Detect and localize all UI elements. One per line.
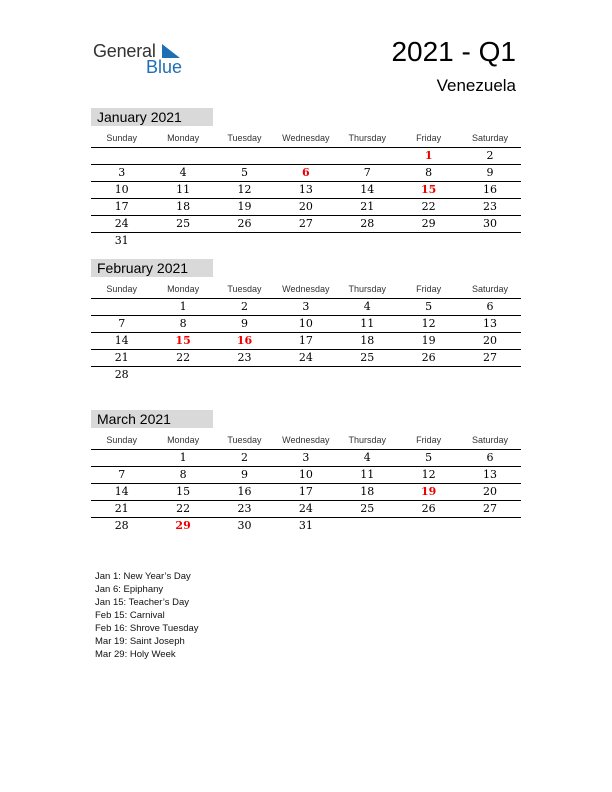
week-row <box>91 182 521 199</box>
weekday-label: Saturday <box>472 133 509 143</box>
date-cell: 18 <box>360 334 375 347</box>
week-row <box>91 350 521 367</box>
week-row <box>91 484 521 501</box>
page-title: 2021 - Q1 <box>391 36 516 67</box>
holiday-date-cell: 19 <box>420 485 437 498</box>
date-cell: 26 <box>421 351 436 364</box>
date-cell <box>152 148 213 164</box>
weekday-label: Monday <box>167 435 200 445</box>
week-row <box>91 467 521 484</box>
date-cell: 21 <box>114 351 129 364</box>
date-cell: 27 <box>483 502 498 515</box>
month-title: March 2021 <box>91 410 213 428</box>
date-cell: 22 <box>176 351 191 364</box>
date-cell: 18 <box>176 200 191 213</box>
date-cell: 14 <box>114 334 129 347</box>
date-cell: 10 <box>114 183 129 196</box>
date-cell: 14 <box>360 183 375 196</box>
date-cell: 22 <box>421 200 436 213</box>
date-cell <box>91 148 152 164</box>
month-block <box>91 410 521 534</box>
date-cell <box>398 367 459 383</box>
date-cell: 2 <box>486 149 494 162</box>
date-cell: 13 <box>483 468 498 481</box>
date-cell: 13 <box>298 183 313 196</box>
week-row <box>91 148 521 165</box>
holiday-item: Jan 1: New Year’s Day <box>95 571 191 582</box>
date-cell: 2 <box>240 300 248 313</box>
date-cell: 6 <box>486 451 494 464</box>
date-cell <box>398 518 459 534</box>
date-cell <box>459 367 520 383</box>
date-cell <box>214 148 275 164</box>
date-cell: 7 <box>118 317 126 330</box>
date-cell: 21 <box>360 200 375 213</box>
week-row <box>91 501 521 518</box>
holiday-item: Feb 15: Carnival <box>95 610 165 621</box>
date-cell: 10 <box>298 317 313 330</box>
weekday-header-row <box>91 129 521 148</box>
date-cell <box>459 518 520 534</box>
holiday-date-cell: 29 <box>175 519 191 532</box>
date-cell: 18 <box>360 485 375 498</box>
date-cell: 3 <box>118 166 126 179</box>
week-row <box>91 233 521 249</box>
date-cell <box>459 233 520 249</box>
date-cell: 15 <box>176 485 191 498</box>
holiday-date-cell: 1 <box>424 149 433 162</box>
date-cell: 11 <box>360 468 375 481</box>
week-row <box>91 299 521 316</box>
weekday-label: Tuesday <box>227 133 262 143</box>
date-cell: 23 <box>483 200 498 213</box>
date-cell: 17 <box>298 334 313 347</box>
date-cell <box>91 450 152 466</box>
date-cell: 25 <box>360 502 375 515</box>
date-cell <box>337 518 398 534</box>
weekday-label: Tuesday <box>227 284 262 294</box>
date-cell: 27 <box>483 351 498 364</box>
date-cell <box>152 233 213 249</box>
date-cell: 24 <box>298 351 313 364</box>
date-cell: 5 <box>240 166 248 179</box>
date-cell: 12 <box>237 183 252 196</box>
week-row <box>91 316 521 333</box>
weekday-label: Thursday <box>348 435 387 445</box>
weekday-label: Sunday <box>106 133 137 143</box>
holiday-list <box>95 570 199 661</box>
date-cell: 28 <box>360 217 375 230</box>
week-row <box>91 450 521 467</box>
date-cell: 9 <box>240 317 248 330</box>
date-cell: 29 <box>421 217 436 230</box>
week-row <box>91 216 521 233</box>
date-cell: 10 <box>298 468 313 481</box>
date-cell: 8 <box>425 166 433 179</box>
country-name: Venezuela <box>436 76 516 95</box>
date-cell: 31 <box>298 519 313 532</box>
date-cell: 27 <box>298 217 313 230</box>
date-cell <box>214 367 275 383</box>
weekday-label: Wednesday <box>282 435 330 445</box>
holiday-date-cell: 16 <box>236 334 253 347</box>
weekday-label: Saturday <box>472 284 509 294</box>
week-row <box>91 367 521 383</box>
date-cell: 24 <box>298 502 313 515</box>
date-cell: 23 <box>237 502 252 515</box>
week-row <box>91 165 521 182</box>
date-cell: 11 <box>360 317 375 330</box>
date-cell: 2 <box>240 451 248 464</box>
weekday-header-row <box>91 280 521 299</box>
date-cell: 19 <box>237 200 252 213</box>
month-block <box>91 259 521 383</box>
date-cell: 3 <box>302 451 310 464</box>
date-cell: 13 <box>483 317 498 330</box>
date-cell: 5 <box>425 300 433 313</box>
date-cell: 14 <box>114 485 129 498</box>
date-cell: 9 <box>486 166 494 179</box>
logo <box>93 41 193 81</box>
holiday-item: Mar 29: Holy Week <box>95 649 176 660</box>
weekday-label: Sunday <box>106 284 137 294</box>
date-cell: 4 <box>363 451 371 464</box>
date-cell: 16 <box>237 485 252 498</box>
date-cell: 17 <box>114 200 129 213</box>
date-cell <box>275 367 336 383</box>
date-cell: 1 <box>179 451 187 464</box>
weekday-label: Sunday <box>106 435 137 445</box>
date-cell: 16 <box>483 183 498 196</box>
week-row <box>91 199 521 216</box>
date-cell <box>337 233 398 249</box>
weekday-label: Thursday <box>348 284 387 294</box>
logo-blue-text: Blue <box>146 57 183 77</box>
date-cell <box>337 148 398 164</box>
weekday-label: Monday <box>167 284 200 294</box>
holiday-item: Mar 19: Saint Joseph <box>95 636 185 647</box>
date-cell: 25 <box>176 217 191 230</box>
date-cell: 1 <box>179 300 187 313</box>
weekday-label: Monday <box>167 133 200 143</box>
date-cell: 12 <box>421 317 436 330</box>
logo-general-text: General <box>93 41 156 61</box>
date-cell <box>152 367 213 383</box>
weekday-header-row <box>91 431 521 450</box>
date-cell: 6 <box>486 300 494 313</box>
holiday-date-cell: 15 <box>420 183 437 196</box>
date-cell: 31 <box>114 234 129 247</box>
date-cell: 7 <box>118 468 126 481</box>
date-cell <box>91 299 152 315</box>
date-cell: 26 <box>237 217 252 230</box>
date-cell <box>275 233 336 249</box>
month-title: January 2021 <box>91 108 213 126</box>
date-cell: 12 <box>421 468 436 481</box>
date-cell: 11 <box>176 183 191 196</box>
date-cell: 21 <box>114 502 129 515</box>
date-cell: 28 <box>114 368 129 381</box>
weekday-label: Wednesday <box>282 133 330 143</box>
date-cell: 20 <box>483 485 498 498</box>
date-cell: 23 <box>237 351 252 364</box>
date-cell: 3 <box>302 300 310 313</box>
weekday-label: Wednesday <box>282 284 330 294</box>
date-cell <box>214 233 275 249</box>
date-cell: 4 <box>363 300 371 313</box>
date-cell: 28 <box>114 519 129 532</box>
week-row <box>91 333 521 350</box>
month-title: February 2021 <box>91 259 213 277</box>
holiday-item: Jan 15: Teacher’s Day <box>95 597 190 608</box>
weekday-label: Friday <box>416 435 442 445</box>
logo-triangle-icon <box>160 44 180 58</box>
holiday-item: Jan 6: Epiphany <box>95 584 164 595</box>
date-cell: 8 <box>179 468 187 481</box>
date-cell <box>275 148 336 164</box>
date-cell: 7 <box>363 166 371 179</box>
holiday-date-cell: 6 <box>302 166 310 179</box>
weekday-label: Saturday <box>472 435 509 445</box>
date-cell: 9 <box>240 468 248 481</box>
date-cell: 20 <box>298 200 313 213</box>
date-cell: 5 <box>425 451 433 464</box>
date-cell: 25 <box>360 351 375 364</box>
date-cell <box>337 367 398 383</box>
weekday-label: Tuesday <box>227 435 262 445</box>
weekday-label: Friday <box>416 133 442 143</box>
date-cell <box>398 233 459 249</box>
date-cell: 17 <box>298 485 313 498</box>
week-row <box>91 518 521 534</box>
date-cell: 24 <box>114 217 129 230</box>
holiday-date-cell: 15 <box>175 334 191 347</box>
date-cell: 30 <box>237 519 252 532</box>
date-cell: 20 <box>483 334 498 347</box>
weekday-label: Friday <box>416 284 442 294</box>
date-cell: 8 <box>179 317 187 330</box>
date-cell: 22 <box>176 502 191 515</box>
weekday-label: Thursday <box>348 133 387 143</box>
date-cell: 4 <box>179 166 187 179</box>
month-block <box>91 108 521 249</box>
date-cell: 19 <box>421 334 436 347</box>
date-cell: 26 <box>421 502 436 515</box>
date-cell: 30 <box>483 217 498 230</box>
holiday-item: Feb 16: Shrove Tuesday <box>95 623 199 634</box>
